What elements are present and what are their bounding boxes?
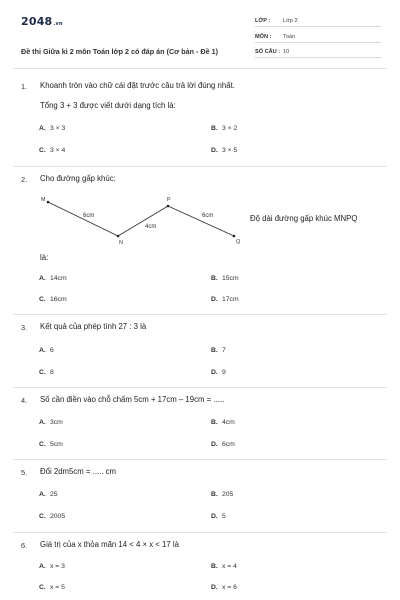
segment-pq <box>168 206 234 236</box>
divider <box>13 166 387 167</box>
question-number: 3. <box>21 323 28 332</box>
option-c[interactable]: C. 16cm <box>39 296 67 303</box>
divider <box>13 532 387 533</box>
exam-title: Đề thi Giữa kì 2 môn Toán lớp 2 có đáp án (Cơ bản - Đề 1) <box>21 47 218 56</box>
question-text: Giá trị của x thỏa mãn 14 < 4 × x < 17 là <box>40 540 179 549</box>
question-continuation: là: <box>40 253 49 262</box>
meta-question-count: SỐ CÂU : 10 <box>255 49 381 58</box>
document-header <box>21 14 381 64</box>
question-number: 5. <box>21 468 28 477</box>
question-text: Đổi 2dm5cm = ..... cm <box>40 467 117 476</box>
question-text: Khoanh tròn vào chữ cái đặt trước câu trả lời đúng nhất. <box>40 81 235 90</box>
question-text: Cho đường gấp khúc: <box>40 174 116 183</box>
divider <box>13 387 387 388</box>
point-q <box>233 235 236 238</box>
option-c[interactable]: C. 2005 <box>39 513 66 520</box>
option-c[interactable]: C. 3 × 4 <box>39 147 66 154</box>
question-number: 6. <box>21 541 28 550</box>
option-b[interactable]: B. 7 <box>211 347 226 354</box>
option-d[interactable]: D. 17cm <box>211 296 239 303</box>
question-number: 4. <box>21 396 28 405</box>
meta-subject: MÔN : Toán <box>255 34 381 43</box>
option-a[interactable]: A. 3cm <box>39 419 63 426</box>
point-m <box>47 201 50 204</box>
segment-mn <box>48 202 118 236</box>
question-text: Kết quả của phép tính 27 : 3 là <box>40 322 147 331</box>
option-a[interactable]: A. 6 <box>39 347 54 354</box>
option-b[interactable]: B. 3 × 2 <box>211 125 238 132</box>
option-d[interactable]: D. x = 6 <box>211 584 237 591</box>
point-p <box>167 205 170 208</box>
option-b[interactable]: B. 4cm <box>211 419 235 426</box>
option-a[interactable]: A. 25 <box>39 491 58 498</box>
option-b[interactable]: B. 15cm <box>211 275 239 282</box>
option-a[interactable]: A. 3 × 3 <box>39 125 66 132</box>
divider <box>13 68 387 69</box>
label-n: N <box>119 240 123 246</box>
label-pq-length: 6cm <box>202 213 214 219</box>
question-text: Số cần điền vào chỗ chấm 5cm + 17cm – 19cm = ..... <box>40 395 225 404</box>
label-q: Q <box>236 239 241 245</box>
label-m: M <box>41 197 46 203</box>
option-c[interactable]: C. 8 <box>39 369 54 376</box>
logo[interactable]: 2048.vn <box>21 15 63 28</box>
meta-class: LỚP : Lớp 2 <box>255 18 381 27</box>
label-p: P <box>167 197 171 203</box>
question-side-text: Độ dài đường gấp khúc MNPQ <box>250 214 358 223</box>
option-c[interactable]: C. x = 5 <box>39 584 65 591</box>
polyline-diagram <box>36 192 246 248</box>
question-number: 1. <box>21 82 28 91</box>
option-a[interactable]: A. 14cm <box>39 275 67 282</box>
option-a[interactable]: A. x = 3 <box>39 563 65 570</box>
point-n <box>117 235 120 238</box>
question-subtext: Tổng 3 + 3 được viết dưới dạng tích là: <box>40 101 176 110</box>
option-d[interactable]: D. 3 × 5 <box>211 147 238 154</box>
option-d[interactable]: D. 6cm <box>211 441 235 448</box>
divider <box>13 459 387 460</box>
segment-np <box>118 206 168 236</box>
label-np-length: 4cm <box>145 224 157 230</box>
option-b[interactable]: B. 205 <box>211 491 234 498</box>
label-mn-length: 6cm <box>83 213 95 219</box>
option-c[interactable]: C. 5cm <box>39 441 63 448</box>
option-d[interactable]: D. 5 <box>211 513 226 520</box>
question-number: 2. <box>21 175 28 184</box>
option-d[interactable]: D. 9 <box>211 369 226 376</box>
divider <box>13 314 387 315</box>
option-b[interactable]: B. x = 4 <box>211 563 237 570</box>
